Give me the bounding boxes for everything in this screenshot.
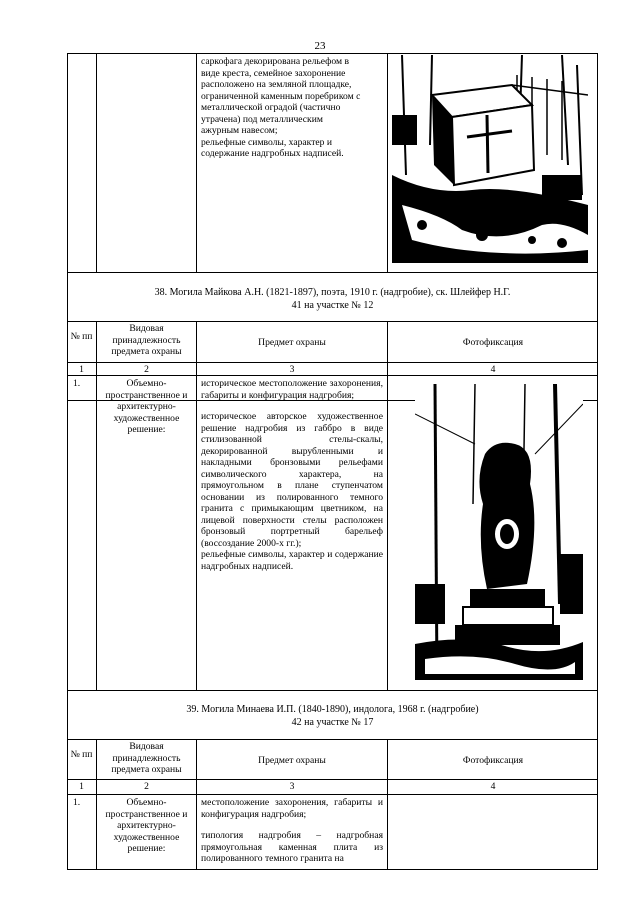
header39-num1: 1 xyxy=(79,781,84,792)
page-number: 23 xyxy=(314,40,326,52)
section-39-type: Объемно-пространственное и архитектурно-художественное решение: xyxy=(105,797,188,854)
section-39-title: 39. Могила Минаева И.П. (1840-1890), индолога, 1968 г. (надгробие) 42 на участке № 17 xyxy=(186,704,479,728)
sarcophagus-photo xyxy=(392,55,588,263)
header-col1: № пп xyxy=(70,331,93,342)
section-38-type: Объемно-пространственное и архитектурно-художественное решение: xyxy=(105,378,188,435)
header-num4: 4 xyxy=(490,364,496,375)
header39-col4: Фотофиксация xyxy=(462,755,524,766)
maykov-grave-photo xyxy=(415,384,583,680)
section-39-row-number: 1. xyxy=(73,797,81,808)
section-39-subject: местоположение захоронения, габариты и конфигурация надгробия; типология надгробия – надгробная прямоугольная каменная плита из полированного темного гранита на xyxy=(201,797,383,864)
header-num3: 3 xyxy=(289,364,295,375)
header39-col1: № пп xyxy=(70,749,93,760)
section-38-subject: историческое местоположение захоронения, габариты и конфигурация надгробия; историческое авторское художественное решение надгробия из габбро в виде стилизованной стелы-скалы, декорированной вырубленными и накладными бронзовыми рельефами символического характера, на прямоугольном в плане ступенчатом основании из полированного темного гранита с примыкающим цветником, на лицевой поверхности стелы расположен бронзовый портретный барельеф (воссоздание 2000-х гг.); рельефные символы, характер и содержание надгробных надписей. xyxy=(201,378,383,572)
section-38-row-number: 1. xyxy=(73,378,81,389)
header-num2: 2 xyxy=(144,364,149,375)
header-col2: Видовая принадлежность предмета охраны xyxy=(111,323,182,357)
header-num1: 1 xyxy=(79,364,84,375)
header39-col2: Видовая принадлежность предмета охраны xyxy=(111,741,182,775)
header39-num2: 2 xyxy=(144,781,149,792)
header39-col3: Предмет охраны xyxy=(258,755,326,766)
header-col4: Фотофиксация xyxy=(462,337,524,348)
top-row-subject-text: саркофага декорирована рельефом в виде креста, семейное захоронение расположено на земляной площадке, ограниченной каменным поребриком с металлической оградой (частично утрачена) под металлическим ажурным навесом; рельефные символы, характер и содержание надгробных надписей. xyxy=(201,56,361,159)
header39-num3: 3 xyxy=(289,781,295,792)
section-38-title: 38. Могила Майкова А.Н. (1821-1897), поэта, 1910 г. (надгробие), ск. Шлейфер Н.Г. 41 на участке № 12 xyxy=(154,287,511,311)
header39-num4: 4 xyxy=(490,781,496,792)
header-col3: Предмет охраны xyxy=(258,337,326,348)
